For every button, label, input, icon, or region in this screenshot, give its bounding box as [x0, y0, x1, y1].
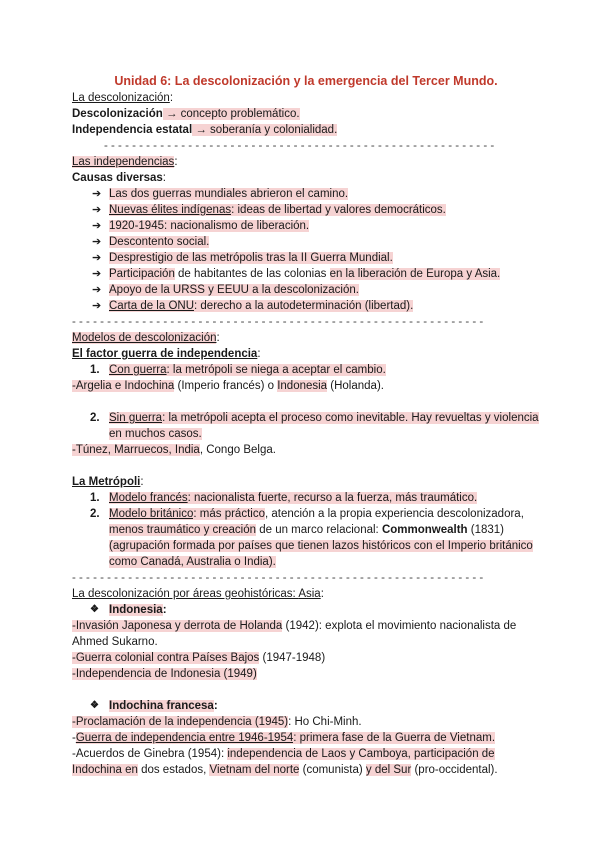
diamond-bullet-icon: ❖: [90, 604, 99, 615]
list-item: ➔ Apoyo de la URSS y EEUU a la descolonización.: [92, 284, 359, 296]
section-heading-areas: La descolonización por áreas geohistóricas: Asia:: [72, 588, 324, 600]
list-item: 2. Modelo británico: más práctico, atención a la propia experiencia descolonizadora, menos traumático y creación de un marco relacional: Commonwealth (1831) (agrupación formada por países que tienen lazos históricos con el Imperio británico como Canadá, Australia o India).: [90, 508, 533, 568]
separator: - - - - - - - - - - - - - - - - - - - - - - - - - - - - - - - - - - - - - - - - - - - - - - - - - - - - - - - - - - -: [72, 572, 484, 584]
example-line: -Argelia e Indochina (Imperio francés) o Indonesia (Holanda).: [72, 380, 384, 392]
causes-list: [72, 186, 540, 314]
list-item: ➔ Las dos guerras mundiales abrieron el camino.: [92, 188, 349, 200]
right-arrow-icon: ➔: [92, 204, 102, 216]
list-item: ➔ Participación de habitantes de las colonias en la liberación de Europa y Asia.: [92, 268, 501, 280]
page-title: Unidad 6: La descolonización y la emergencia del Tercer Mundo.: [114, 74, 498, 88]
list-item: 1. Modelo francés: nacionalista fuerte, recurso a la fuerza, más traumático.: [90, 492, 478, 504]
subheading: El factor guerra de independencia:: [72, 348, 261, 360]
war-model-list: [72, 410, 540, 442]
section-heading-independencias: Las independencias:: [72, 156, 178, 168]
right-arrow-icon: ➔: [92, 220, 102, 232]
war-model-list: [72, 362, 540, 378]
diamond-bullet-icon: ❖: [90, 700, 99, 711]
section-heading-modelos: Modelos de descolonización:: [72, 332, 220, 344]
definition-line: Descolonización → concepto problemático.: [72, 108, 300, 120]
metropoli-list: [72, 490, 540, 570]
separator: - - - - - - - - - - - - - - - - - - - - - - - - - - - - - - - - - - - - - - - - - - - - - - - - - - - - - - - - - - -: [72, 316, 484, 328]
list-item: ➔ 1920-1945: nacionalismo de liberación.: [92, 220, 310, 232]
history-line: -Independencia de Indonesia (1949): [72, 668, 257, 680]
example-line: -Túnez, Marruecos, India, Congo Belga.: [72, 444, 276, 456]
right-arrow-icon: ➔: [92, 268, 102, 280]
subheading-indonesia: ❖ Indonesia:: [90, 604, 167, 616]
section-heading-descolonizacion: La descolonización:: [72, 92, 174, 104]
separator: - - - - - - - - - - - - - - - - - - - - - - - - - - - - - - - - - - - - - - - - - - - - - - - - - - - - - - - -: [104, 140, 495, 152]
list-item: ➔ Nuevas élites indígenas: ideas de libertad y valores democráticos.: [92, 204, 446, 216]
definition-line: Independencia estatal → soberanía y colonialidad.: [72, 124, 338, 136]
list-item: ➔ Descontento social.: [92, 236, 210, 248]
history-line: -Acuerdos de Ginebra (1954): independencia de Laos y Camboya, participación de Indochina en dos estados, Vietnam del norte (comunista) y del Sur (pro-occidental).: [72, 748, 498, 776]
right-arrow-icon: ➔: [92, 188, 102, 200]
list-item: ➔ Desprestigio de las metrópolis tras la II Guerra Mundial.: [92, 252, 393, 264]
right-arrow-icon: ➔: [92, 252, 102, 264]
list-item: ➔ Carta de la ONU: derecho a la autodeterminación (libertad).: [92, 300, 414, 312]
right-arrow-icon: ➔: [92, 284, 102, 296]
history-line: -Guerra de independencia entre 1946-1954: primera fase de la Guerra de Vietnam.: [72, 732, 496, 744]
history-line: -Proclamación de la independencia (1945): Ho Chi-Minh.: [72, 716, 362, 728]
subheading-indochina: ❖ Indochina francesa:: [90, 700, 218, 712]
subheading: Causas diversas:: [72, 172, 166, 184]
right-arrow-icon: ➔: [92, 300, 102, 312]
history-line: -Guerra colonial contra Países Bajos (1947-1948): [72, 652, 326, 664]
list-item: 1. Con guerra: la metrópoli se niega a aceptar el cambio.: [90, 364, 386, 376]
right-arrow-icon: ➔: [92, 236, 102, 248]
history-line: -Invasión Japonesa y derrota de Holanda (1942): explota el movimiento nacionalista de Ahmed Sukarno.: [72, 620, 517, 648]
subheading-metropoli: La Metrópoli:: [72, 476, 144, 488]
list-item: 2. Sin guerra: la metrópoli acepta el proceso como inevitable. Hay revueltas y violencia en muchos casos.: [90, 412, 539, 440]
